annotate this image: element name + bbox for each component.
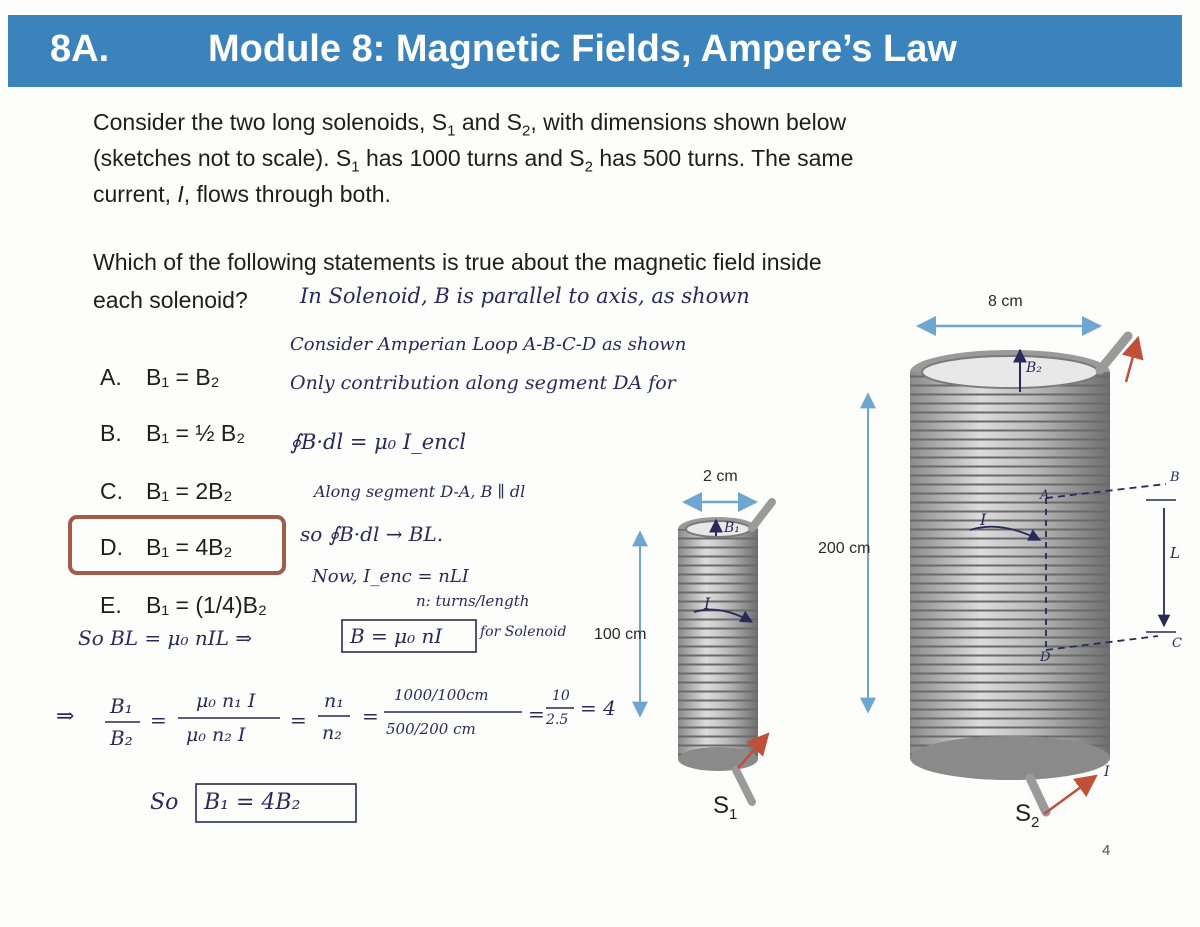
equals-1: = [150, 708, 167, 732]
module-title: Module 8: Magnetic Fields, Ampere’s Law [208, 28, 957, 70]
solenoid-s2 [910, 336, 1128, 812]
s2-current-arrow [1044, 776, 1096, 814]
solenoid-s1 [678, 502, 772, 802]
equals-4: = [528, 702, 545, 726]
s2-current-i-label: I [1104, 764, 1110, 780]
b2-label: B₂ [1026, 360, 1042, 376]
handwriting-line-3: Only contribution along segment DA for [290, 372, 676, 394]
question-line-1: Which of the following statements is true about the magnetic field inside [93, 249, 822, 275]
handwriting-line-6: so ∮B·dl → BL. [300, 522, 444, 546]
handwriting-line-9: So BL = μ₀ nIL ⇒ [78, 626, 253, 650]
s1-diameter-label: 2 cm [703, 468, 738, 485]
s2-label: $S_2$ [1015, 800, 1040, 831]
s1-length-label: 100 cm [594, 626, 647, 643]
frac5-num: 10 [552, 688, 570, 704]
handwriting-line-5: Along segment D-A, B ∥ dl [314, 482, 526, 501]
page-number: 4 [1102, 842, 1111, 859]
option-c[interactable]: C. B₁ = 2B₂ [100, 478, 233, 504]
s2-diameter-label: 8 cm [988, 293, 1023, 310]
frac3-den: n₂ [322, 722, 342, 744]
frac3-num: n₁ [324, 690, 344, 712]
loop-corner-d: D [1040, 650, 1051, 665]
handwriting-line-1: In Solenoid, B is parallel to axis, as shown [300, 284, 750, 308]
frac4-num: 1000/100cm [394, 686, 489, 704]
loop-length-label: L [1170, 544, 1180, 562]
frac2-num: μ₀ n₁ I [196, 690, 256, 712]
option-e[interactable]: E. B₁ = (1/4)B₂ [100, 592, 267, 618]
handwriting-line-8: n: turns/length [416, 592, 530, 610]
b1-label: B₁ [724, 520, 740, 536]
problem-line-3: current, I, flows through both. [93, 181, 391, 207]
handwriting-solenoid-formula: B = μ₀ nI [350, 624, 443, 648]
s2-current-label: I [980, 510, 987, 529]
handwriting-line-7: Now, I_enc = nLI [312, 566, 469, 587]
s2-length-label: 200 cm [818, 540, 871, 557]
loop-corner-a: A [1040, 488, 1050, 503]
ratio-result: = 4 [580, 696, 616, 720]
problem-line-1: Consider the two long solenoids, $S_1$ and $S_2$, with dimensions shown below [93, 109, 847, 140]
loop-corner-b: B [1170, 470, 1180, 485]
frac1-num: B₁ [110, 694, 133, 718]
handwriting-line-2: Consider Amperian Loop A-B-C-D as shown [290, 334, 687, 355]
question-line-2: each solenoid? [93, 287, 248, 313]
final-answer: B₁ = 4B₂ [204, 790, 301, 815]
handwriting-implies: ⇒ [56, 704, 75, 729]
option-a[interactable]: A. B₁ = B₂ [100, 364, 220, 390]
module-code: 8A. [50, 28, 110, 70]
s1-label: $S_1$ [713, 792, 738, 823]
frac4-den: 500/200 cm [386, 720, 476, 738]
equals-2: = [290, 708, 307, 732]
loop-corner-c: C [1172, 636, 1182, 651]
problem-line-2: (sketches not to scale). $S_1$ has 1000 turns and $S_2$ has 500 turns. The same [93, 145, 854, 176]
option-b[interactable]: B. B₁ = ½ B₂ [100, 420, 246, 446]
frac5-den: 2.5 [546, 712, 569, 728]
s2-top-current-arrow [1126, 338, 1138, 382]
handwriting-line-11: for Solenoid [480, 624, 567, 640]
option-d[interactable]: D. B₁ = 4B₂ [100, 534, 233, 560]
s1-current-label: I [704, 594, 711, 613]
equals-3: = [362, 704, 379, 728]
final-prefix: So [150, 790, 179, 815]
frac1-den: B₂ [110, 726, 133, 750]
frac2-den: μ₀ n₂ I [186, 724, 246, 746]
handwriting-amperes-law: ∮B·dl = μ₀ I_encl [290, 430, 467, 454]
